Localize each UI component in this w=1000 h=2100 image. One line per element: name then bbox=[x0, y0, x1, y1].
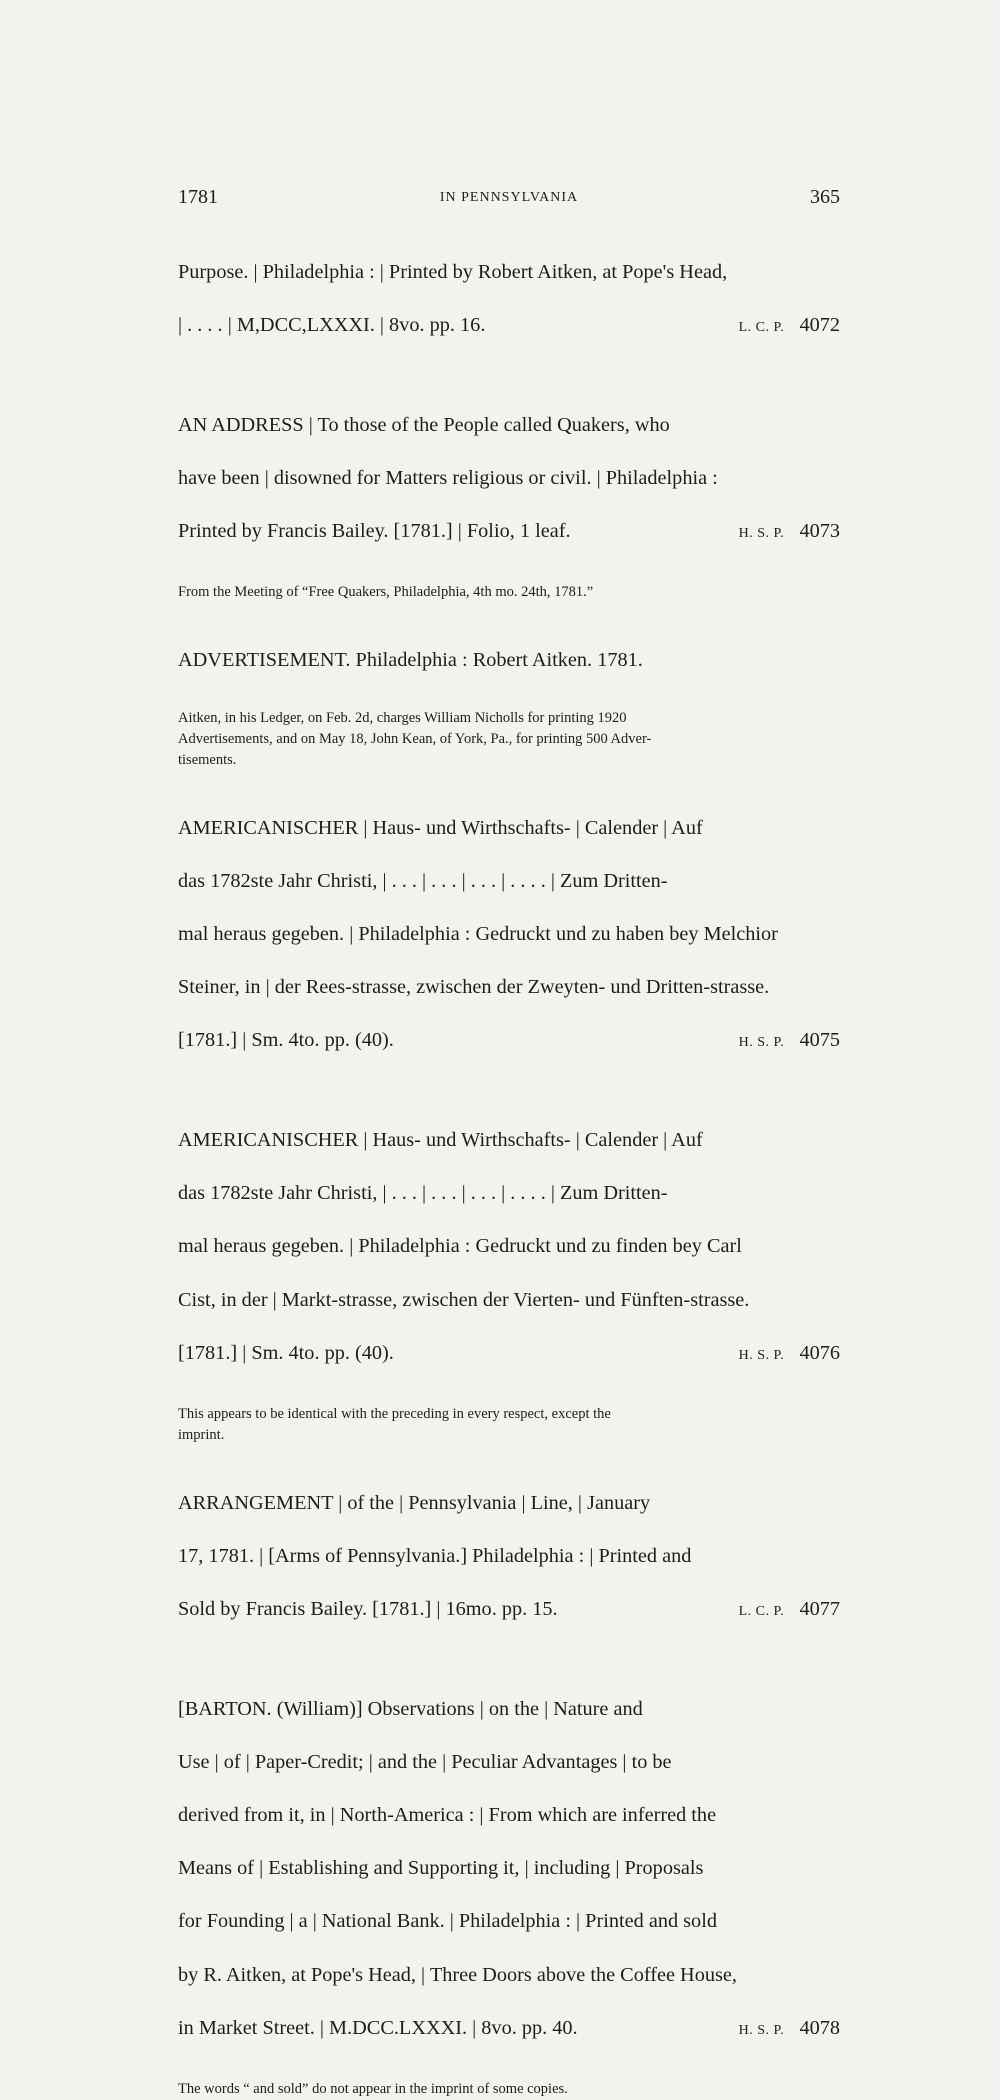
entry-number: 4078 bbox=[799, 2016, 840, 2039]
entry-last-line bbox=[178, 2015, 840, 2045]
entry-4078 bbox=[178, 1669, 840, 2071]
entry-line: Sold by Francis Bailey. [1781.] | 16mo. pp. 15. bbox=[178, 1597, 558, 1620]
entry-4077 bbox=[178, 1463, 840, 1652]
entry-note: Aitken, in his Ledger, on Feb. 2d, charges William Nicholls for printing 1920 Advertisements, and on May 18, John Kean, of York, Pa., for printing 500 Adver- tisements. bbox=[178, 709, 652, 768]
entry-line: derived from it, in | North-America : | From which are inferred the bbox=[178, 1804, 717, 1827]
entry-line: Printed by Francis Bailey. [1781.] | Folio, 1 leaf. bbox=[178, 519, 571, 542]
entry-line: mal heraus gegeben. | Philadelphia : Gedruckt und zu finden bey Carl bbox=[178, 1235, 742, 1258]
page-body bbox=[178, 232, 840, 2100]
location-code: H. S. P. bbox=[738, 1035, 785, 1051]
entry-line: AN ADDRESS | To those of the People called Quakers, who bbox=[178, 413, 670, 436]
entry-line: mal heraus gegeben. | Philadelphia : Gedruckt und zu haben bey Melchior bbox=[178, 922, 778, 945]
entry-note: From the Meeting of “Free Quakers, Philadelphia, 4th mo. 24th, 1781.” bbox=[178, 584, 594, 601]
entry-note: This appears to be identical with the preceding in every respect, except the imprint. bbox=[178, 1405, 611, 1443]
entry-line: have been | disowned for Matters religious or civil. | Philadelphia : bbox=[178, 466, 718, 489]
entry-line: Purpose. | Philadelphia : | Printed by Robert Aitken, at Pope's Head, bbox=[178, 260, 728, 283]
entry-last-line bbox=[178, 1340, 840, 1370]
entry-line: [BARTON. (William)] Observations | on the | Nature and bbox=[178, 1697, 643, 1720]
entry-last-line bbox=[178, 518, 840, 548]
entry-line: Means of | Establishing and Supporting it, | including | Proposals bbox=[178, 1857, 704, 1880]
location-code: H. S. P. bbox=[738, 1347, 785, 1363]
entry-4076 bbox=[178, 1100, 840, 1396]
entry-4075 bbox=[178, 788, 840, 1084]
entry-line: Cist, in der | Markt-strasse, zwischen der Vierten- und Fünften-strasse. bbox=[178, 1288, 750, 1311]
entry-line: ADVERTISEMENT. Philadelphia : Robert Aitken. 1781. bbox=[178, 648, 643, 671]
location-code: H. S. P. bbox=[738, 525, 785, 541]
entry-number: 4077 bbox=[799, 1597, 840, 1620]
entry-line: AMERICANISCHER | Haus- und Wirthschafts- | Calender | Auf bbox=[178, 1129, 703, 1152]
entry-line: ARRANGEMENT | of the | Pennsylvania | Line, | January bbox=[178, 1491, 651, 1514]
entry-line: by R. Aitken, at Pope's Head, | Three Doors above the Coffee House, bbox=[178, 1963, 737, 1986]
location-code: H. S. P. bbox=[738, 2022, 785, 2038]
entry-number: 4073 bbox=[799, 519, 840, 542]
entry-number: 4075 bbox=[799, 1029, 840, 1052]
entry-line: [1781.] | Sm. 4to. pp. (40). bbox=[178, 1341, 394, 1364]
header-year: 1781 bbox=[178, 186, 218, 208]
entry-line: in Market Street. | M.DCC.LXXXI. | 8vo. pp. 40. bbox=[178, 2016, 578, 2039]
entry-line: | . . . . | M,DCC,LXXXI. | 8vo. pp. 16. bbox=[178, 313, 486, 336]
entry-last-line bbox=[178, 312, 840, 342]
entry-line: AMERICANISCHER | Haus- und Wirthschafts- | Calender | Auf bbox=[178, 816, 703, 839]
entry-line: das 1782ste Jahr Christi, | . . . | . . . | . . . | . . . . | Zum Dritten- bbox=[178, 869, 668, 892]
location-code: L. C. P. bbox=[738, 319, 785, 335]
entry-number: 4072 bbox=[799, 313, 840, 336]
entry-last-line bbox=[178, 1596, 840, 1626]
header-title: IN PENNSYLVANIA bbox=[439, 190, 579, 205]
entry-number: 4076 bbox=[799, 1341, 840, 1364]
page-header bbox=[178, 186, 840, 216]
entry-note: The words “ and sold” do not appear in the imprint of some copies. bbox=[178, 2081, 568, 2098]
header-page-number: 365 bbox=[810, 186, 840, 208]
entry-line: das 1782ste Jahr Christi, | . . . | . . . | . . . | . . . . | Zum Dritten- bbox=[178, 1182, 668, 1205]
entry-line: Use | of | Paper-Credit; | and the | Peculiar Advantages | to be bbox=[178, 1750, 672, 1773]
location-code: L. C. P. bbox=[738, 1603, 785, 1619]
entry-line: [1781.] | Sm. 4to. pp. (40). bbox=[178, 1029, 394, 1052]
entry-advertisement bbox=[178, 620, 840, 700]
entry-line: for Founding | a | National Bank. | Philadelphia : | Printed and sold bbox=[178, 1910, 717, 1933]
entry-line: Steiner, in | der Rees-strasse, zwischen der Zweyten- und Dritten-strasse. bbox=[178, 976, 770, 999]
entry-4073 bbox=[178, 385, 840, 574]
entry-4072 bbox=[178, 232, 840, 368]
entry-last-line bbox=[178, 1027, 840, 1057]
entry-line: 17, 1781. | [Arms of Pennsylvania.] Philadelphia : | Printed and bbox=[178, 1544, 692, 1567]
